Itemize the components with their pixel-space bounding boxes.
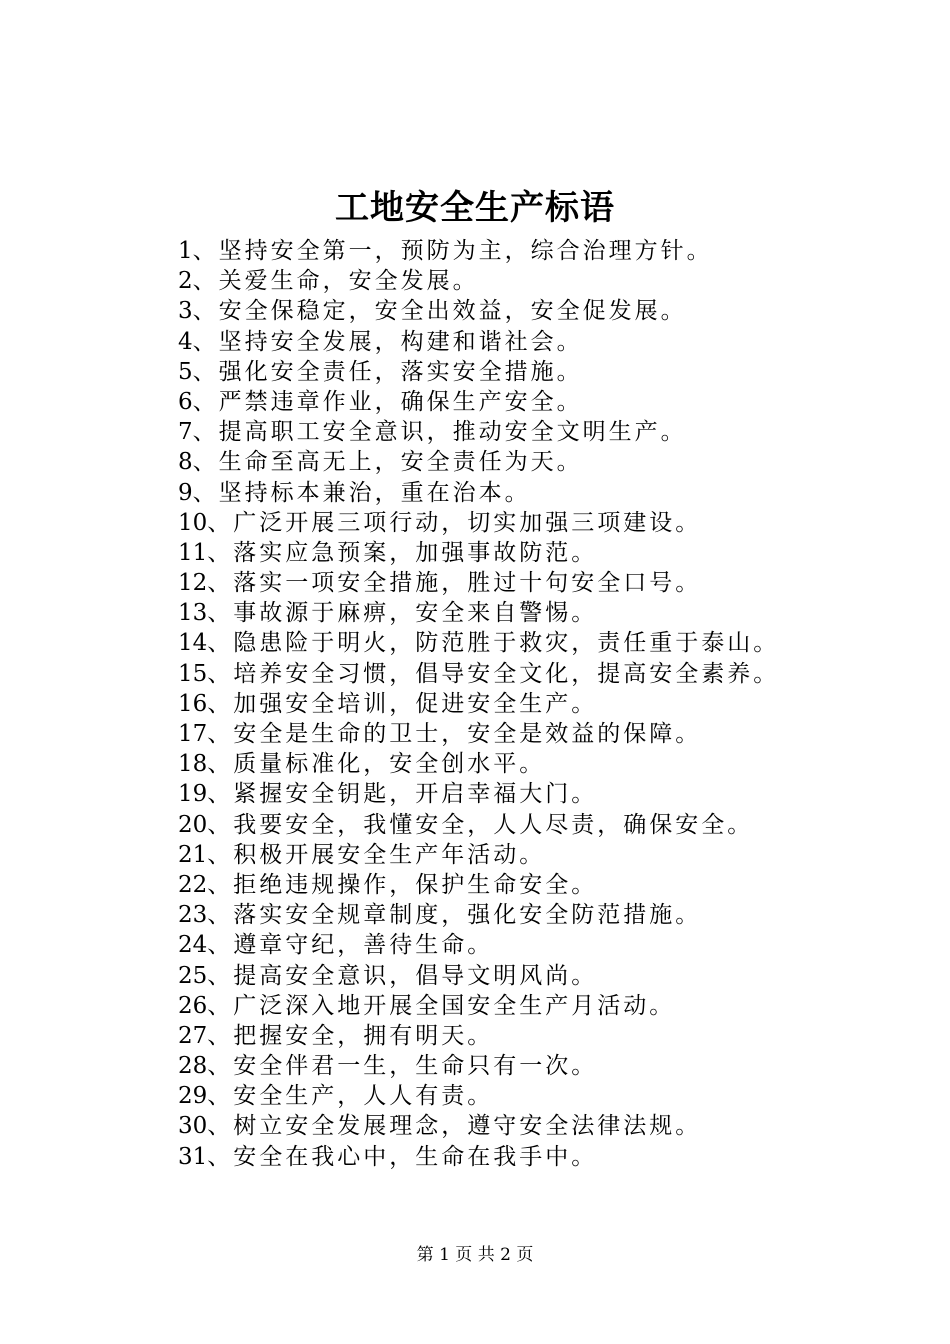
list-item-text: 、坚持安全第一，预防为主，综合治理方针。 — [192, 238, 713, 264]
list-item-text: 、质量标准化，安全创水平。 — [207, 751, 546, 778]
list-item-text: 、我要安全，我懂安全，人人尽责，确保安全。 — [207, 811, 754, 838]
list-item-text: 、积极开展安全生产年活动。 — [207, 841, 546, 868]
list-item-number: 31 — [178, 1143, 208, 1170]
list-item-text: 、树立安全发展理念，遵守安全法律法规。 — [207, 1113, 702, 1140]
list-item-number: 27 — [178, 1022, 208, 1049]
list-item-number: 8 — [178, 449, 193, 476]
list-item-text: 、安全生产，人人有责。 — [207, 1083, 494, 1110]
list-item — [178, 870, 779, 900]
list-item-number: 10 — [178, 509, 208, 536]
list-item-number: 28 — [178, 1053, 208, 1080]
list-item — [178, 749, 779, 779]
list-item-text: 、加强安全培训，促进安全生产。 — [207, 690, 598, 717]
list-item-number: 22 — [178, 871, 208, 898]
list-item-number: 1 — [178, 238, 193, 264]
list-item-text: 、培养安全习惯，倡导安全文化，提高安全素养。 — [207, 660, 780, 687]
list-item-text: 、关爱生命，安全发展。 — [192, 268, 479, 295]
list-item — [178, 417, 779, 447]
list-item — [178, 598, 779, 628]
list-item-text: 、落实一项安全措施，胜过十句安全口号。 — [207, 570, 702, 597]
list-item-number: 16 — [178, 690, 208, 717]
list-item-text: 、生命至高无上，安全责任为天。 — [192, 449, 583, 476]
list-item-number: 7 — [178, 419, 193, 446]
list-item — [178, 810, 779, 840]
list-item-number: 11 — [178, 539, 208, 566]
list-item-text: 、安全伴君一生，生命只有一次。 — [207, 1053, 598, 1080]
list-item-text: 、把握安全，拥有明天。 — [207, 1022, 494, 1049]
list-item-text: 、落实安全规章制度，强化安全防范措施。 — [207, 902, 702, 929]
list-item-text: 、坚持标本兼治，重在治本。 — [192, 479, 531, 506]
list-item-number: 24 — [178, 932, 208, 959]
list-item-number: 25 — [178, 962, 208, 989]
list-item — [178, 659, 779, 689]
list-item-number: 6 — [178, 388, 193, 415]
list-item-text: 、广泛深入地开展全国安全生产月活动。 — [207, 992, 676, 1019]
list-item-number: 15 — [178, 660, 208, 687]
list-item-number: 14 — [178, 630, 208, 657]
list-item-number: 5 — [178, 358, 193, 385]
list-item — [178, 1021, 779, 1051]
list-item — [178, 1111, 779, 1141]
list-item-text: 、提高安全意识，倡导文明风尚。 — [207, 962, 598, 989]
list-item-number: 4 — [178, 328, 193, 355]
list-item — [178, 689, 779, 719]
list-item — [178, 1081, 779, 1111]
list-item-text: 、严禁违章作业，确保生产安全。 — [192, 388, 583, 415]
list-item — [178, 840, 779, 870]
list-item-text: 、拒绝违规操作，保护生命安全。 — [207, 871, 598, 898]
list-item-number: 9 — [178, 479, 193, 506]
list-item — [178, 779, 779, 809]
list-item — [178, 387, 779, 417]
list-item-number: 26 — [178, 992, 208, 1019]
list-item-text: 、坚持安全发展，构建和谐社会。 — [192, 328, 583, 355]
list-item-number: 18 — [178, 751, 208, 778]
list-item-number: 17 — [178, 721, 208, 747]
list-item-text: 、遵章守纪，善待生命。 — [207, 932, 494, 959]
list-item — [178, 478, 779, 508]
list-item-text: 、安全在我心中，生命在我手中。 — [207, 1143, 598, 1170]
list-item-text: 、安全是生命的卫士，安全是效益的保障。 — [207, 721, 702, 747]
list-item-text: 、广泛开展三项行动，切实加强三项建设。 — [207, 509, 702, 536]
list-item-number: 19 — [178, 781, 208, 808]
list-item — [178, 719, 779, 749]
list-item-number: 12 — [178, 570, 208, 597]
list-item-number: 21 — [178, 841, 208, 868]
list-item — [178, 508, 779, 538]
list-item-text: 、事故源于麻痹，安全来自警惕。 — [207, 600, 598, 627]
list-item — [178, 628, 779, 658]
list-item-number: 23 — [178, 902, 208, 929]
list-item — [178, 357, 779, 387]
page-title: 工地安全生产标语 — [335, 188, 615, 228]
list-item — [178, 991, 779, 1021]
list-item — [178, 930, 779, 960]
list-item-number: 30 — [178, 1113, 208, 1140]
list-item-text: 、安全保稳定，安全出效益，安全促发展。 — [192, 298, 687, 325]
list-item — [178, 327, 779, 357]
list-item — [178, 1051, 779, 1081]
list-item — [178, 447, 779, 477]
list-item — [178, 236, 779, 266]
list-item — [178, 961, 779, 991]
list-item — [178, 1142, 779, 1172]
list-item — [178, 538, 779, 568]
list-item-number: 3 — [178, 298, 193, 325]
list-item — [178, 296, 779, 326]
slogan-list — [178, 236, 779, 1172]
list-item-text: 、落实应急预案，加强事故防范。 — [207, 539, 598, 566]
list-item-number: 13 — [178, 600, 208, 627]
page-footer: 第 1 页 共 2 页 — [416, 1245, 534, 1265]
list-item-text: 、强化安全责任，落实安全措施。 — [192, 358, 583, 385]
list-item — [178, 266, 779, 296]
list-item-number: 29 — [178, 1083, 208, 1110]
list-item-text: 、隐患险于明火，防范胜于救灾，责任重于泰山。 — [207, 630, 780, 657]
list-item-text: 、提高职工安全意识，推动安全文明生产。 — [192, 419, 687, 446]
list-item-number: 2 — [178, 268, 193, 295]
list-item-text: 、紧握安全钥匙，开启幸福大门。 — [207, 781, 598, 808]
list-item-number: 20 — [178, 811, 208, 838]
list-item — [178, 900, 779, 930]
list-item — [178, 568, 779, 598]
